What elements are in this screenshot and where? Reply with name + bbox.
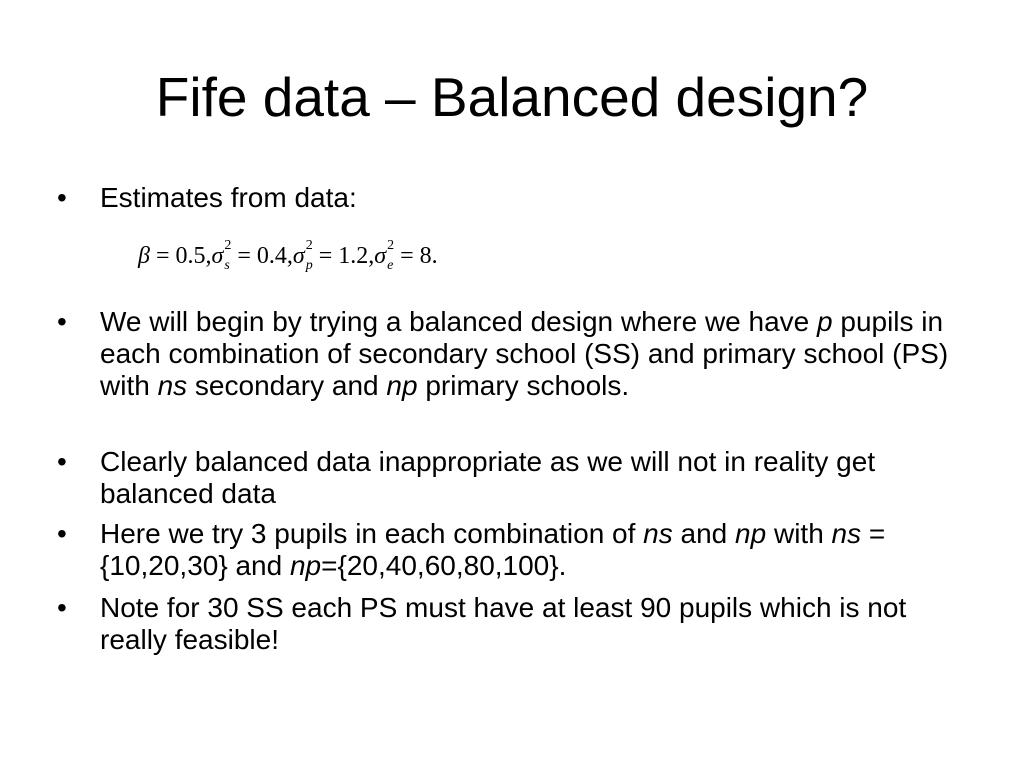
text-segment: secondary and bbox=[187, 370, 387, 401]
var-ns: ns bbox=[157, 370, 188, 401]
text-segment: primary schools. bbox=[417, 370, 630, 401]
equals-sign: = bbox=[400, 243, 414, 269]
bullet-here-we-try bbox=[100, 518, 960, 582]
subscript-s: s bbox=[224, 258, 230, 274]
beta-symbol: β bbox=[138, 243, 150, 269]
equals-sign: = bbox=[237, 243, 251, 269]
text-segment: with bbox=[766, 518, 832, 549]
bullet-estimates: • Estimates from data: bbox=[100, 182, 960, 214]
var-p: p bbox=[817, 306, 833, 337]
beta-value: 0.5, bbox=[175, 243, 212, 269]
var-np: np bbox=[386, 370, 418, 401]
equals-sign: = bbox=[155, 243, 170, 269]
superscript-2: 2 bbox=[224, 238, 232, 254]
text-segment: = {10,20,30} and bbox=[100, 518, 886, 581]
sigma-symbol: σ bbox=[211, 243, 224, 269]
estimates-formula bbox=[138, 236, 438, 276]
sigma-e-script bbox=[387, 238, 395, 274]
var-np: np bbox=[289, 550, 322, 581]
slide-title: Fife data – Balanced design? bbox=[155, 66, 869, 128]
bullet-clearly-balanced: • Clearly balanced data inappropriate as we will not in reality get balanced data bbox=[100, 446, 960, 510]
sigma-p-script bbox=[305, 238, 313, 274]
var-ns: ns bbox=[831, 518, 862, 549]
sigma-p-value: 1.2, bbox=[338, 243, 375, 269]
bullet-balanced-design bbox=[100, 306, 960, 402]
sigma-s-script bbox=[224, 238, 232, 274]
text-segment: Here we try 3 pupils in each combination of bbox=[100, 518, 644, 549]
superscript-2: 2 bbox=[305, 238, 313, 254]
text-segment: We will begin by trying a balanced design where we have bbox=[100, 306, 818, 337]
sigma-e-value: 8. bbox=[419, 243, 438, 269]
var-ns: ns bbox=[643, 518, 673, 549]
var-np: np bbox=[735, 518, 767, 549]
sigma-symbol: σ bbox=[374, 243, 387, 269]
text-segment: ={20,40,60,80,100}. bbox=[321, 550, 567, 581]
sigma-s-value: 0.4, bbox=[256, 243, 293, 269]
bullet-note: • Note for 30 SS each PS must have at least 90 pupils which is not really feasible! bbox=[100, 592, 960, 656]
subscript-e: e bbox=[387, 258, 394, 274]
sigma-symbol: σ bbox=[292, 243, 305, 269]
subscript-p: p bbox=[305, 258, 313, 274]
equals-sign: = bbox=[318, 243, 333, 269]
text-segment: pupils in each combination of secondary school (SS) and primary school (PS) with bbox=[100, 306, 949, 401]
superscript-2: 2 bbox=[387, 238, 395, 254]
text-segment: and bbox=[672, 518, 736, 549]
